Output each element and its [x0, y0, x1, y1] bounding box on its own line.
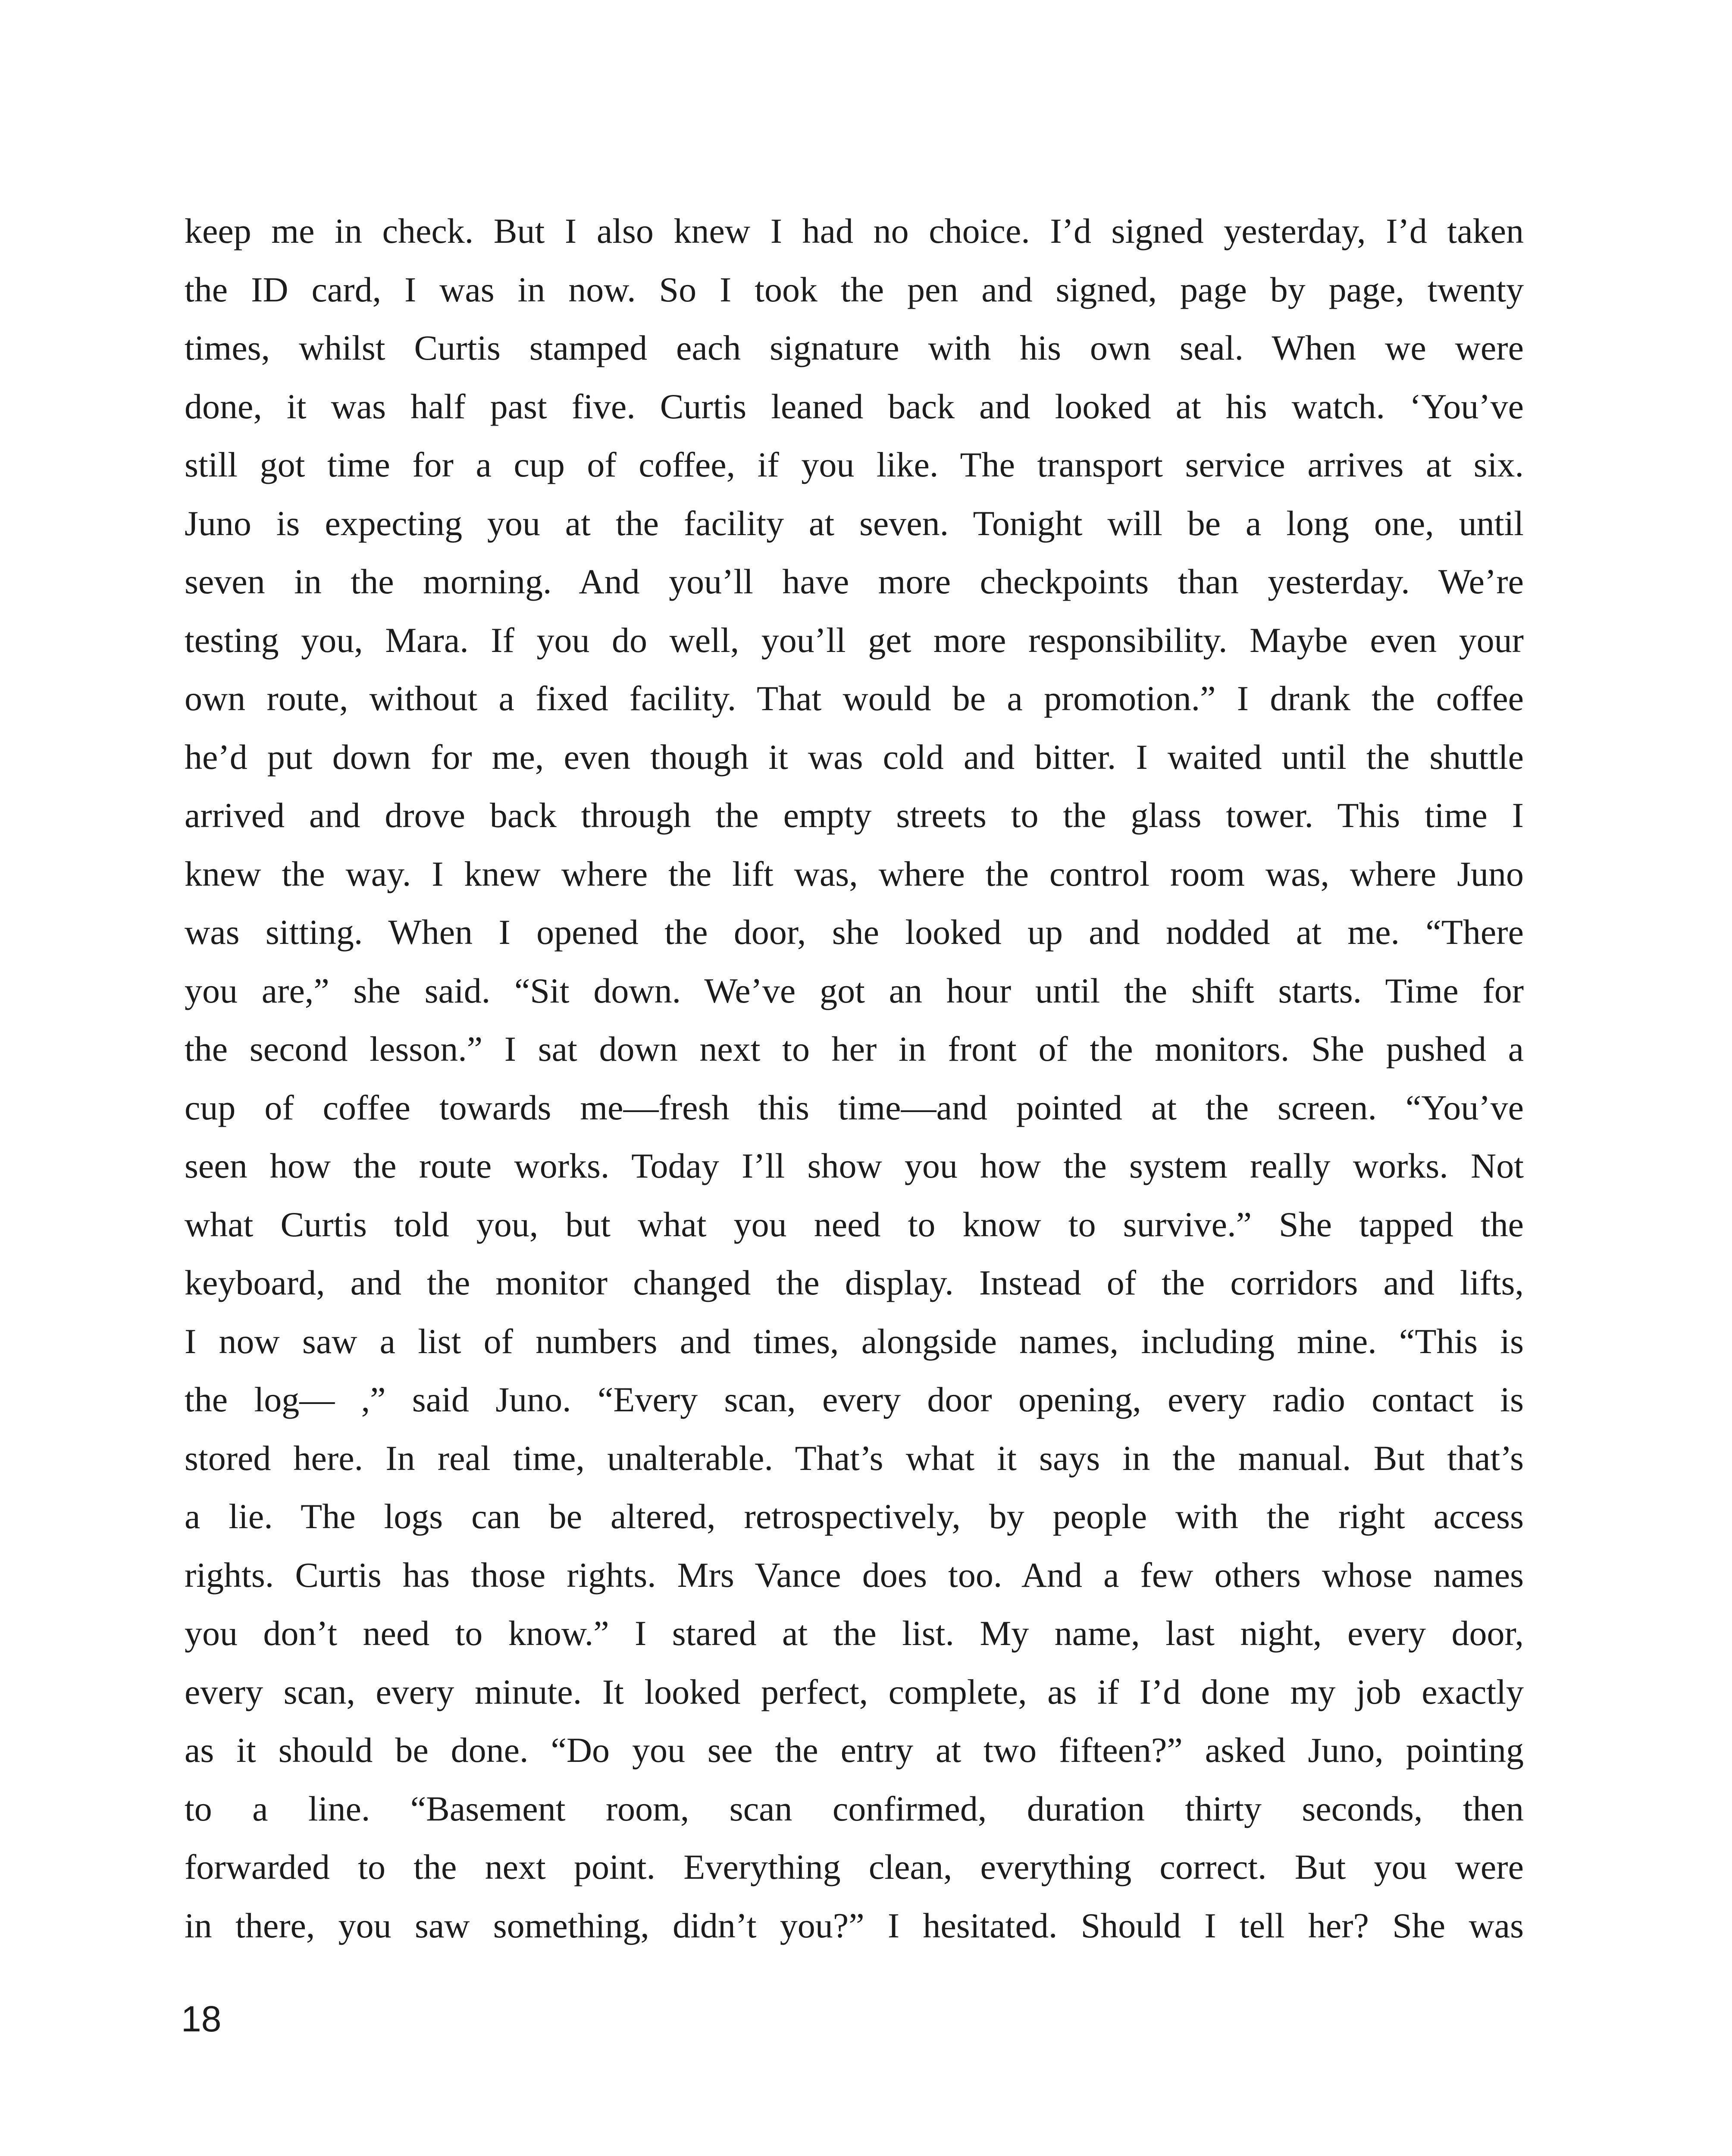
text-line: he’d put down for me, even though it was cold and bitter. I waited until the shuttle [185, 737, 1524, 777]
text-line: the second lesson.” I sat down next to her in front of the monitors. She pushed a [185, 1029, 1524, 1069]
text-line: the log— ,” said Juno. “Every scan, every door opening, every radio contact is [185, 1380, 1524, 1419]
text-line: own route, without a fixed facility. That would be a promotion.” I drank the coffee [185, 679, 1524, 718]
text-line: Juno is expecting you at the facility at seven. Tonight will be a long one, until [185, 503, 1524, 543]
page-number: 18 [181, 1999, 222, 2039]
text-line: seven in the morning. And you’ll have more checkpoints than yesterday. We’re [185, 562, 1524, 601]
text-line: cup of coffee towards me—fresh this time—and pointed at the screen. “You’ve [185, 1087, 1524, 1127]
text-line: you are,” she said. “Sit down. We’ve got an hour until the shift starts. Time for [185, 971, 1524, 1010]
text-line: testing you, Mara. If you do well, you’ll get more responsibility. Maybe even your [185, 620, 1524, 660]
text-line: a lie. The logs can be altered, retrospectively, by people with the right access [185, 1497, 1524, 1536]
body-text [185, 202, 1524, 1955]
text-line: seen how the route works. Today I’ll show you how the system really works. Not [185, 1146, 1524, 1185]
text-line: stored here. In real time, unalterable. That’s what it says in the manual. But that’s [185, 1438, 1524, 1478]
text-line: I now saw a list of numbers and times, alongside names, including mine. “This is [185, 1321, 1524, 1361]
text-line: every scan, every minute. It looked perfect, complete, as if I’d done my job exactly [185, 1672, 1524, 1711]
text-line: in there, you saw something, didn’t you?” I hesitated. Should I tell her? She was [185, 1905, 1524, 1945]
text-line: rights. Curtis has those rights. Mrs Vance does too. And a few others whose names [185, 1555, 1524, 1595]
text-line: the ID card, I was in now. So I took the pen and signed, page by page, twenty [185, 270, 1524, 309]
text-line: keyboard, and the monitor changed the display. Instead of the corridors and lifts, [185, 1263, 1524, 1302]
text-line: what Curtis told you, but what you need to know to survive.” She tapped the [185, 1204, 1524, 1244]
text-line: keep me in check. But I also knew I had no choice. I’d signed yesterday, I’d taken [185, 211, 1524, 251]
text-line: knew the way. I knew where the lift was, where the control room was, where Juno [185, 854, 1524, 893]
text-line: done, it was half past five. Curtis leaned back and looked at his watch. ‘You’ve [185, 386, 1524, 426]
text-line: was sitting. When I opened the door, she looked up and nodded at me. “There [185, 912, 1524, 952]
text-line: still got time for a cup of coffee, if you like. The transport service arrives at six. [185, 445, 1524, 484]
text-line: arrived and drove back through the empty streets to the glass tower. This time I [185, 796, 1524, 835]
text-line: you don’t need to know.” I stared at the list. My name, last night, every door, [185, 1614, 1524, 1653]
text-line: times, whilst Curtis stamped each signature with his own seal. When we were [185, 328, 1524, 367]
text-line: to a line. “Basement room, scan confirmed, duration thirty seconds, then [185, 1789, 1524, 1828]
text-line: forwarded to the next point. Everything clean, everything correct. But you were [185, 1847, 1524, 1887]
text-line: as it should be done. “Do you see the entry at two fifteen?” asked Juno, pointing [185, 1730, 1524, 1770]
